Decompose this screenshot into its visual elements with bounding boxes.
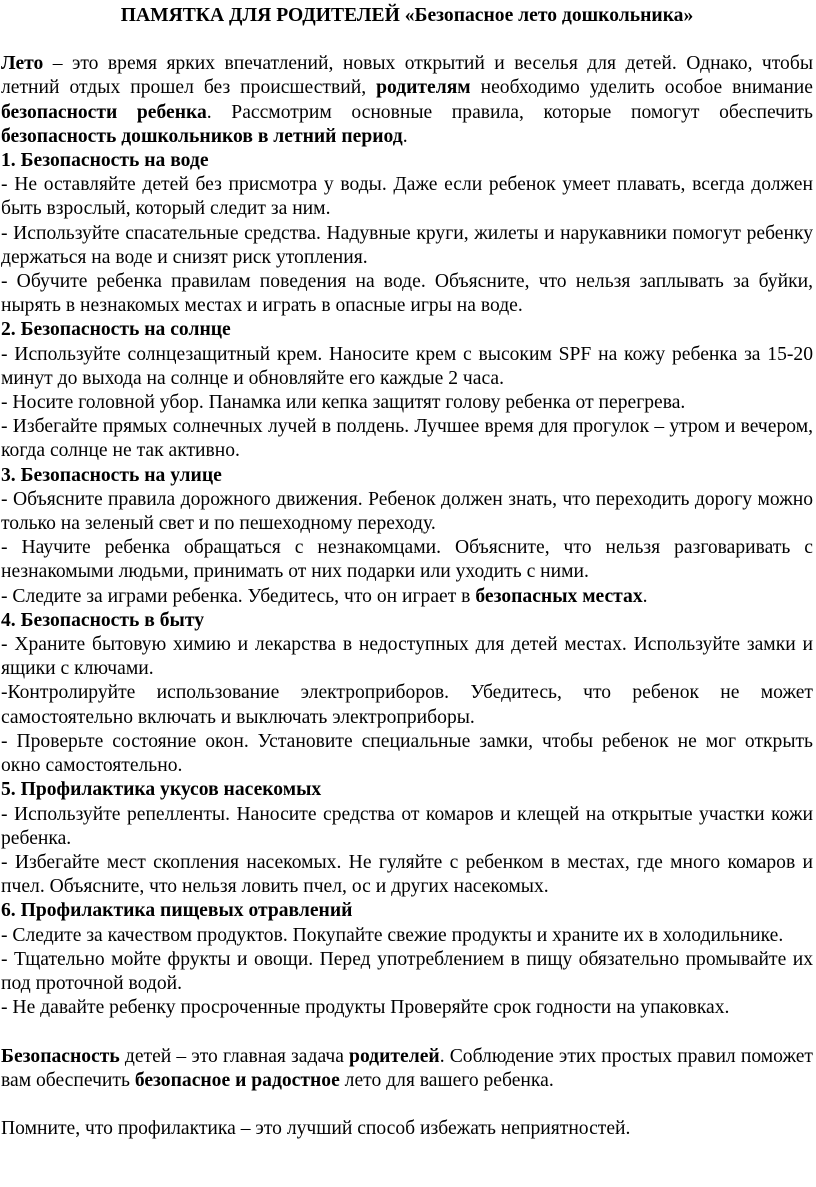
intro-paragraph: Лето – это время ярких впечатлений, новых открытий и веселья для детей. Однако, чтобы летний отдых прошел без происшествий, родителям необходимо уделить особое внимание безопасности ребенка. Рассмотрим основные правила, которые помогут обеспечить безопасность дошкольников в летний период. — [1, 53, 813, 147]
list-item: - Избегайте мест скопления насекомых. Не гуляйте с ребенком в местах, где много комаров и пчел. Объясните, что нельзя ловить пчел, ос и других насекомых. — [1, 851, 813, 898]
document-title: ПАМЯТКА ДЛЯ РОДИТЕЛЕЙ «Безопасное лето дошкольника» — [120, 5, 694, 26]
list-item: - Используйте спасательные средства. Надувные круги, жилеты и нарукавники помогут ребенку держаться на воде и снизят риск утопления. — [1, 222, 813, 268]
section-heading-sun: 2. Безопасность на солнце — [1, 319, 231, 341]
list-item: - Объясните правила дорожного движения. Ребенок должен знать, что переходить дорогу можно только на зеленый свет и по пешеходному переходу. — [1, 488, 813, 535]
section-heading-home: 4. Безопасность в быту — [1, 609, 204, 631]
list-item: - Следите за качеством продуктов. Покупайте свежие продукты и храните их в холодильнике. — [1, 924, 784, 946]
list-item: - Избегайте прямых солнечных лучей в полдень. Лучшее время для прогулок – утром и вечером, когда солнце не так активно. — [1, 416, 813, 462]
list-item: - Тщательно мойте фрукты и овощи. Перед употреблением в пищу обязательно промывайте их под проточной водой. — [1, 948, 813, 994]
spacer — [1, 1093, 813, 1117]
list-item: -Контролируйте использование электроприборов. Убедитесь, что ребенок не может самостоятельно включать и выключать электроприборы. — [1, 682, 813, 728]
conclusion-paragraph: Безопасность детей – это главная задача родителей. Соблюдение этих простых правил поможет вам обеспечить безопасное и радостное лето для вашего ребенка. — [1, 1045, 813, 1091]
list-item: - Не давайте ребенку просроченные продукты Проверяйте срок годности на упаковках. — [1, 997, 730, 1019]
list-item: - Используйте солнцезащитный крем. Наносите крем с высоким SPF на кожу ребенка за 15-20 минут до выхода на солнце и обновляйте его каждые 2 часа. — [1, 343, 813, 389]
section-heading-water: 1. Безопасность на воде — [1, 150, 209, 172]
list-item: - Носите головной убор. Панамка или кепка защитят голову ребенка от перегрева. — [1, 392, 686, 414]
list-item: - Используйте репелленты. Наносите средства от комаров и клещей на открытые участки кожи ребенка. — [1, 803, 813, 849]
list-item: - Храните бытовую химию и лекарства в недоступных для детей местах. Используйте замки и ящики с ключами. — [1, 634, 813, 680]
section-heading-food: 6. Профилактика пищевых отравлений — [1, 900, 353, 922]
list-item: - Не оставляйте детей без присмотра у воды. Даже если ребенок умеет плавать, всегда должен быть взрослый, который следит за ним. — [1, 174, 813, 220]
list-item: - Следите за играми ребенка. Убедитесь, что он играет в безопасных местах. — [1, 585, 648, 607]
closing-paragraph: Помните, что профилактика – это лучший способ избежать неприятностей. — [1, 1118, 631, 1140]
list-item: - Научите ребенка обращаться с незнакомцами. Объясните, что нельзя разговаривать с незнакомыми людьми, принимать от них подарки или уходить с ними. — [1, 537, 813, 583]
section-heading-insects: 5. Профилактика укусов насекомых — [1, 779, 322, 801]
list-item: - Проверьте состояние окон. Установите специальные замки, чтобы ребенок не мог открыть окно самостоятельно. — [1, 730, 813, 777]
section-heading-street: 3. Безопасность на улице — [1, 464, 222, 486]
spacer — [1, 1020, 813, 1044]
list-item: - Обучите ребенка правилам поведения на воде. Объясните, что нельзя заплывать за буйки, нырять в незнакомых местах и играть в опасные игры на воде. — [1, 271, 813, 317]
intro-bold-summer: Лето — [1, 53, 44, 75]
